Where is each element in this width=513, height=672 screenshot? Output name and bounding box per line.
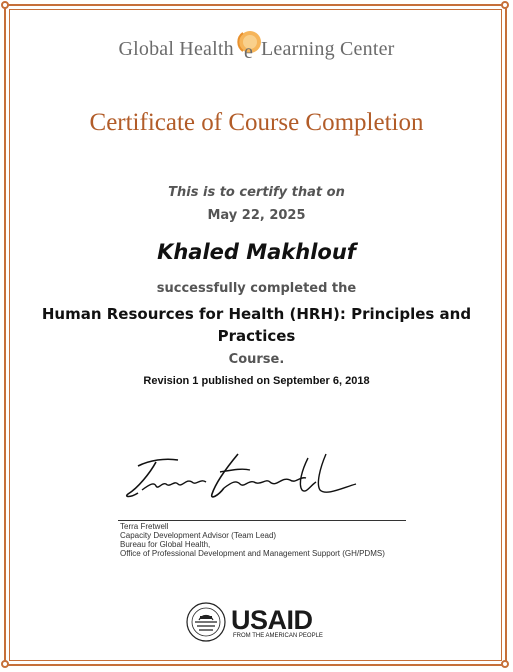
usaid-tagline: FROM THE AMERICAN PEOPLE xyxy=(233,633,323,639)
signatory-office: Office of Professional Development and Management Support (GH/PDMS) xyxy=(120,549,385,558)
signatory-name: Terra Fretwell xyxy=(120,522,169,531)
corner-ornament-icon xyxy=(1,1,9,9)
certificate-title: Certificate of Course Completion xyxy=(89,109,424,136)
recipient-name: Khaled Makhlouf xyxy=(157,240,356,264)
logo-text-right: Learning Center xyxy=(261,38,395,60)
corner-ornament-icon xyxy=(1,660,9,668)
signature-image xyxy=(120,448,360,508)
usaid-wordmark: USAID xyxy=(231,605,313,635)
certify-line: This is to certify that on xyxy=(168,185,345,200)
revision-line: Revision 1 published on September 6, 2018 xyxy=(143,375,370,387)
corner-ornament-icon xyxy=(501,660,509,668)
completion-date: May 22, 2025 xyxy=(207,208,306,223)
signatory-bureau: Bureau for Global Health, xyxy=(120,540,211,549)
logo-e-letter: e xyxy=(244,41,254,63)
logo-sun-icon xyxy=(239,41,261,63)
ghelc-logo xyxy=(0,38,513,61)
corner-ornament-icon xyxy=(501,1,509,9)
usaid-seal-icon xyxy=(186,602,226,642)
signatory-block xyxy=(120,522,440,558)
usaid-logo xyxy=(186,602,346,646)
signatory-role: Capacity Development Advisor (Team Lead) xyxy=(120,531,277,540)
signature-line xyxy=(118,520,406,521)
logo-text-left: Global Health xyxy=(118,38,240,60)
course-name: Human Resources for Health (HRH): Principles and Practices xyxy=(41,305,472,345)
completed-line: successfully completed the xyxy=(156,281,357,296)
course-word: Course. xyxy=(228,352,285,367)
